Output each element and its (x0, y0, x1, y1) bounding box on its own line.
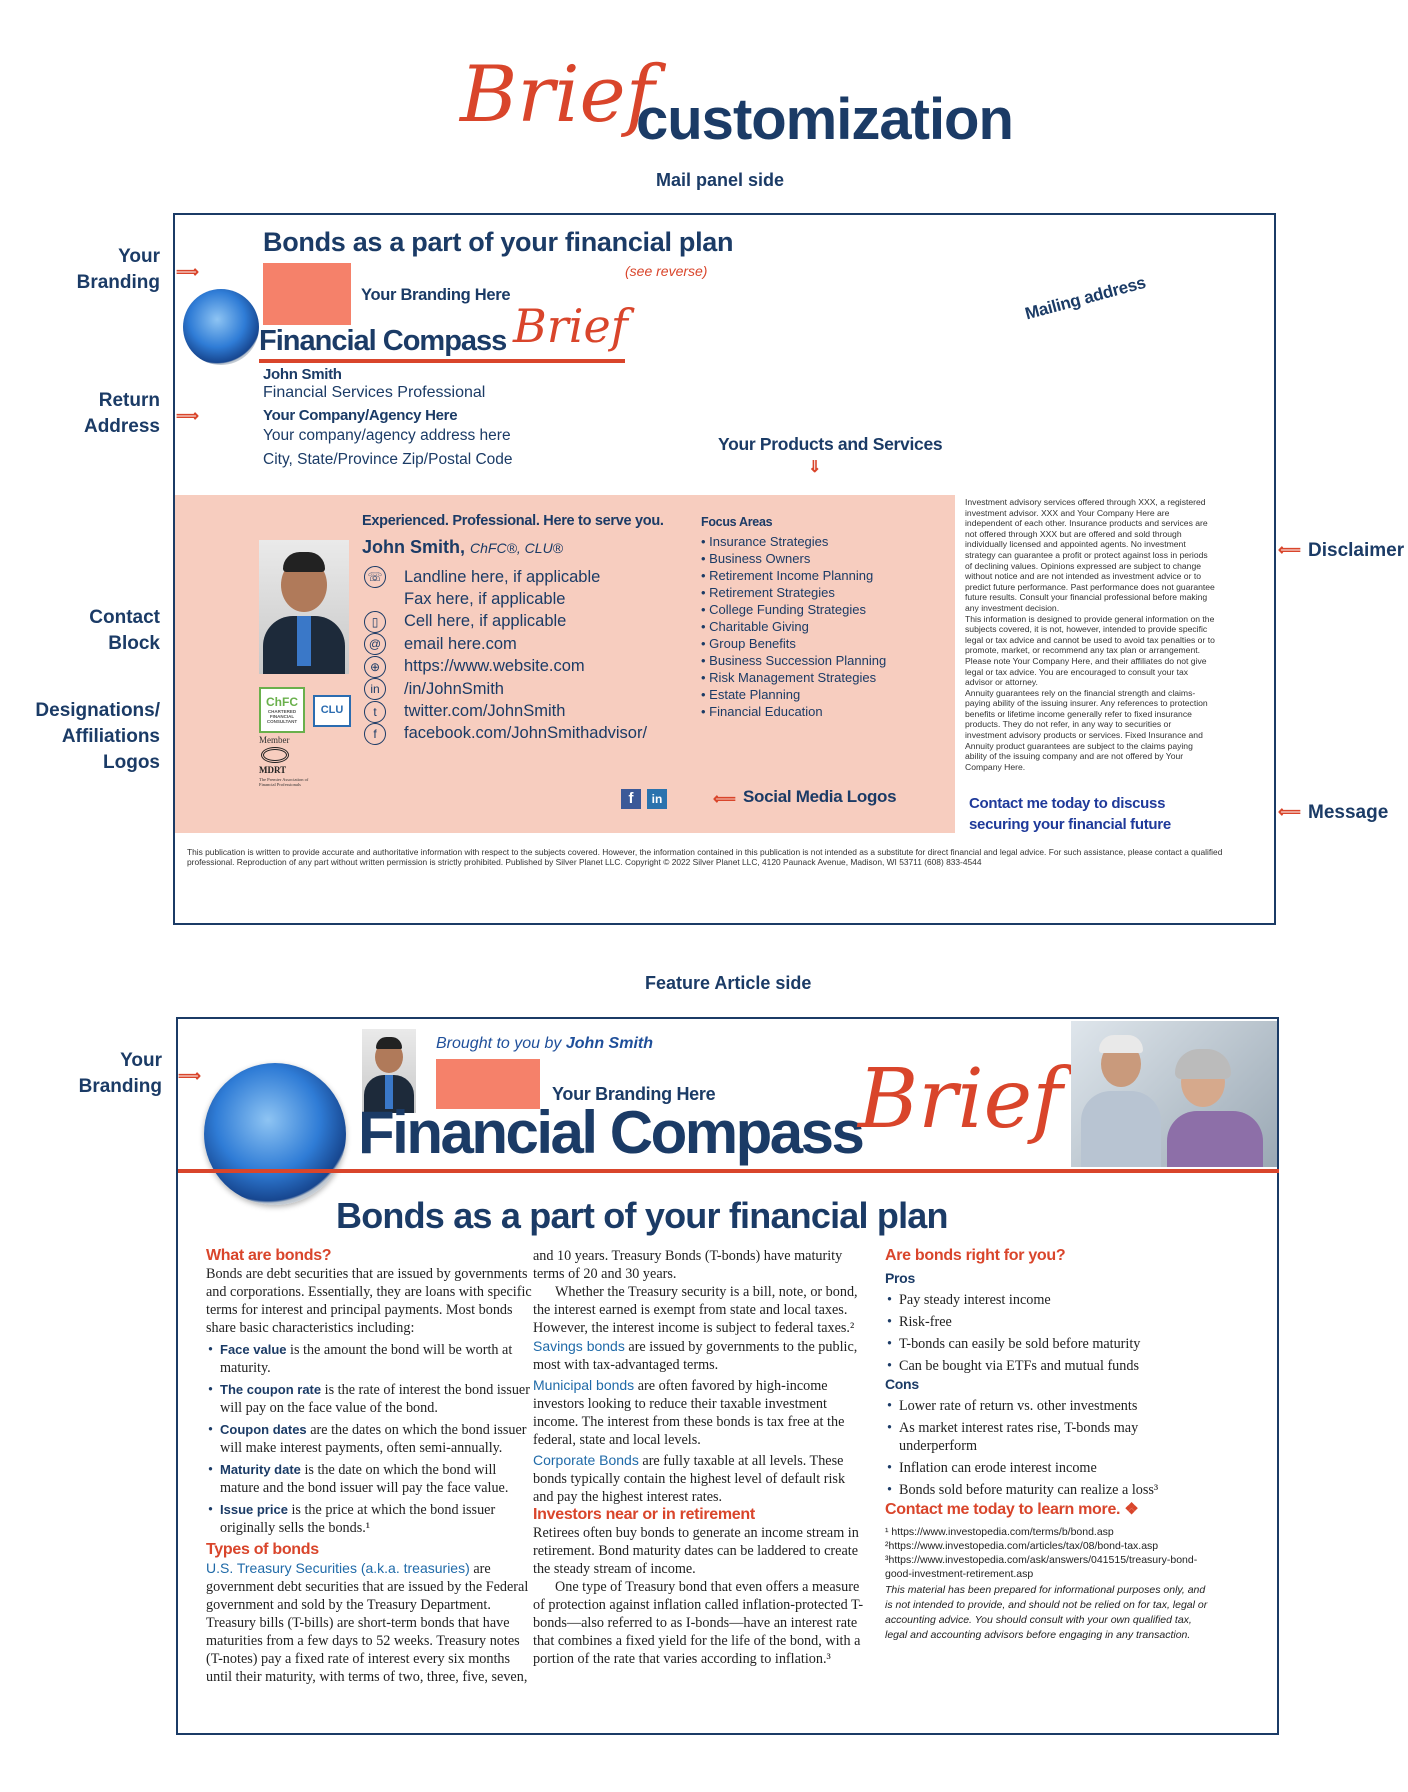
focus-item-text: Retirement Strategies (709, 585, 835, 600)
contact-item[interactable] (364, 588, 647, 610)
contact-area (175, 495, 955, 833)
contact-list (364, 566, 647, 745)
bullet-icon: • (701, 636, 710, 651)
characteristic-text: is the date on which the bond will mature and the bond issuer will pay the face value. (220, 1462, 509, 1496)
focus-item (701, 669, 886, 686)
focus-item-text: Retirement Income Planning (709, 568, 874, 583)
focus-item (701, 550, 886, 567)
characteristic-text: are the dates on which the bond issuer will make interest payments, often semi-annually. (220, 1422, 527, 1456)
label-designations: Designations/ Affiliations Logos (35, 700, 160, 773)
characteristic-text: is the rate of interest the bond issuer will pay on the face value of the bond. (220, 1382, 530, 1416)
compass-icon (204, 1063, 346, 1205)
label-return-address: Return Address (83, 390, 160, 437)
cons-list (885, 1397, 1215, 1499)
arrow-left-icon: ⟸ (1278, 542, 1301, 559)
col1-bullets (206, 1341, 536, 1537)
chfc-logo-text: ChFC (266, 695, 298, 709)
pros-item: • Pay steady interest income (885, 1291, 1215, 1309)
feature-panel-label: Feature Article side (645, 973, 812, 993)
return-address2: City, State/Province Zip/Postal Code (263, 451, 513, 468)
see-reverse: (see reverse) (625, 263, 708, 279)
focus-item (701, 618, 886, 635)
characteristic-term: Face value (220, 1342, 287, 1357)
contact-item[interactable] (364, 656, 647, 678)
label-your-branding-2: Your Branding (78, 1050, 162, 1097)
cons-item: • Bonds sold before maturity can realize a loss³ (885, 1481, 1215, 1499)
mail-headline: Bonds as a part of your financial plan (263, 227, 734, 257)
focus-item-text: Business Succession Planning (709, 653, 887, 668)
arrow-right-icon: ⟹ (176, 408, 199, 425)
col2-savings (533, 1337, 869, 1374)
focus-item (701, 567, 886, 584)
linkedin-icon: in (364, 678, 386, 700)
characteristic-text: is the amount the bond will be worth at maturity. (220, 1342, 513, 1376)
arrow-right-icon: ⟹ (178, 1068, 201, 1085)
arrow-right-icon: ⟹ (176, 264, 199, 281)
mail-panel (173, 213, 1276, 925)
article-column-1 (206, 1247, 536, 1686)
focus-item-text: Insurance Strategies (709, 534, 829, 549)
branding-text: Your Branding Here (552, 1084, 716, 1104)
col2-p2: Whether the Treasury security is a bill, note, or bond, the interest earned is exempt from state and local taxes. However, the interest income is subject to federal taxes.² (533, 1284, 858, 1336)
mdrt-member: Member (259, 735, 290, 745)
focus-item-text: College Funding Strategies (709, 602, 866, 617)
linkedin-icon[interactable]: in (647, 789, 667, 809)
bullet-icon: • (701, 551, 710, 566)
pros-item: • Can be bought via ETFs and mutual funds (885, 1357, 1215, 1375)
bullet-icon: • (701, 585, 710, 600)
bond-characteristic (206, 1501, 536, 1537)
facebook-icon: f (364, 723, 386, 745)
focus-item-text: Estate Planning (709, 687, 801, 702)
col3-heading: Are bonds right for you? (885, 1247, 1066, 1264)
pros-item: • T-bonds can easily be sold before maturity (885, 1335, 1215, 1353)
masthead: Financial Compass (259, 325, 507, 357)
cons-heading: Cons (885, 1376, 919, 1392)
focus-item (701, 601, 886, 618)
contact-item[interactable] (364, 566, 647, 588)
advisor-photo (259, 540, 349, 674)
branding-placeholder (263, 263, 351, 325)
mdrt-emblem-icon (261, 747, 289, 763)
disclaimer-text: Investment advisory services offered through XXX, a registered investment advisor. XXX and Your Company Here are independent of each other. Insurance products and services are not offered through XXX but are offered and sold through individually licensed and appointed agents. No investment strategy can guarantee a profit or protect against loss in periods of declining values. Opinions expressed are subject to change without notice and are not intended as investment advice or to predict future performance. Past performance does not guarantee future results. Consult your financial professional before making any investment decision. This information is designed to provide general information on the subjects covered, it is not, however, intended to provide specific legal or tax advice and cannot be used to avoid tax penalties or to promote, market, or recommend any tax plan or arrangement. Please note Your Company Here, and their affiliates do not give legal or tax advice. You are encouraged to consult your tax advisor or attorney. Annuity guarantees rely on the financial strength and claims-paying ability of the issuing insurer. Any references to protection benefits or lifetime income generally refer to fixed insurance products. They do not refer, in any way to securities or investment advisory products or services. Fixed Insurance and Annuity product guarantees are subject to the claims paying ability of the issuing company and are not offered by Your Company Here. (965, 497, 1215, 772)
footnote-2: ²https://www.investopedia.com/articles/tax/08/bond-tax.asp (885, 1540, 1159, 1552)
return-company: Your Company/Agency Here (263, 407, 458, 424)
col2-corporate (533, 1451, 869, 1506)
contact-item[interactable] (364, 723, 647, 745)
mdrt-logo: MDRT (259, 765, 287, 775)
mail-panel-label: Mail panel side (656, 170, 785, 190)
feature-headline: Bonds as a part of your financial plan (336, 1195, 948, 1236)
contact-designations: ChFC®, CLU® (470, 540, 563, 556)
col2-p1: and 10 years. Treasury Bonds (T-bonds) have maturity terms of 20 and 30 years. (533, 1248, 843, 1282)
couple-photo (1071, 1021, 1277, 1167)
bond-characteristic (206, 1461, 536, 1497)
brought-name: John Smith (565, 1035, 653, 1052)
contact-item-text: Fax here, if applicable (404, 590, 566, 609)
characteristic-term: The coupon rate (220, 1382, 322, 1397)
article-column-2 (533, 1247, 869, 1668)
contact-item[interactable] (364, 700, 647, 722)
col2-municipal (533, 1376, 869, 1449)
label-contact-block: Contact Block (89, 607, 160, 654)
bullet-icon: • (701, 534, 710, 549)
municipal-term: Municipal bonds (533, 1377, 635, 1393)
contact-item-text: https://www.website.com (404, 657, 585, 676)
focus-item-text: Risk Management Strategies (709, 670, 877, 685)
cta: Contact me today to learn more. ❖ (885, 1501, 1139, 1518)
savings-term: Savings bonds (533, 1338, 625, 1354)
focus-item (701, 652, 886, 669)
clu-logo: CLU (313, 695, 351, 727)
globe-icon: ⊕ (364, 656, 386, 678)
masthead-script: Brief (858, 1052, 1063, 1147)
pros-heading: Pros (885, 1270, 915, 1286)
brought-text: Brought to you by (436, 1035, 562, 1052)
municipal-text: are often favored by high-income investors looking to reduce their taxable investment income. The interest from these bonds is tax free at the federal, state and local levels. (533, 1378, 845, 1448)
compass-icon (183, 289, 259, 365)
col2-p6: Retirees often buy bonds to generate an income stream in retirement. Bond maturity dates can be laddered to create the steady stream of income. (533, 1525, 859, 1577)
cons-item: • Lower rate of return vs. other investments (885, 1397, 1215, 1415)
arrow-down-icon: ⇓ (808, 459, 822, 476)
return-title: Financial Services Professional (263, 384, 486, 401)
contact-item-text: facebook.com/JohnSmithadvisor/ (404, 724, 648, 743)
brief-script-logo: Brief (460, 50, 655, 140)
return-name: John Smith (263, 366, 342, 383)
contact-item-text: Cell here, if applicable (404, 612, 567, 631)
characteristic-term: Coupon dates (220, 1422, 307, 1437)
pros-item: • Risk-free (885, 1313, 1215, 1331)
chfc-logo-sub: CHARTERED FINANCIAL CONSULTANT (266, 709, 298, 724)
masthead-script: Brief (513, 299, 628, 353)
contact-item[interactable] (364, 633, 647, 655)
bullet-icon: • (701, 687, 710, 702)
focus-item-text: Business Owners (709, 551, 811, 566)
bullet-icon: • (701, 619, 710, 634)
masthead: Financial Compass (358, 1099, 863, 1166)
focus-title: Focus Areas (701, 515, 773, 529)
article-column-3 (885, 1247, 1215, 1643)
contact-item-text: twitter.com/JohnSmith (404, 702, 566, 721)
twitter-icon: t (364, 701, 386, 723)
email-icon: @ (364, 633, 386, 655)
page-title: customization (636, 87, 1013, 152)
col2-heading: Investors near or in retirement (533, 1506, 755, 1523)
col2-p7: One type of Treasury bond that even offers a measure of protection against inflation called inflation-protected T-bonds—also referred to as I-bonds—have an interest rate that combines a fixed yield for the life of the bond, with a portion of the rate that varies according to inflation.³ (533, 1579, 864, 1667)
bullet-icon: • (701, 602, 710, 617)
contact-item[interactable] (364, 678, 647, 700)
treasuries-text: are government debt securities that are issued by the Federal government and sold by the Treasury Department. Treasury bills (T-bills) are short-term bonds that have maturities from a few days to 52 weeks. Treasury notes (T-notes) pay a fixed rate of interest every six months until their maturity, with terms of two, three, five, seven, (206, 1561, 529, 1685)
col1-heading-2: Types of bonds (206, 1541, 319, 1558)
col1-heading: What are bonds? (206, 1247, 332, 1264)
bullet-icon: • (701, 653, 710, 668)
footnote-1: ¹ https://www.investopedia.com/terms/b/bond.asp (885, 1526, 1114, 1538)
cell-icon: ▯ (364, 611, 386, 633)
bond-characteristic (206, 1421, 536, 1457)
bullet-icon: • (701, 670, 710, 685)
corporate-text: are fully taxable at all levels. These bonds typically contain the highest level of default risk and pay the highest interest rates. (533, 1453, 846, 1505)
masthead-rule (259, 359, 625, 363)
focus-item-text: Financial Education (709, 704, 823, 719)
facebook-icon[interactable]: f (621, 789, 641, 809)
contact-item[interactable] (364, 611, 647, 633)
focus-item (701, 703, 886, 720)
characteristic-text: is the price at which the bond issuer originally sells the bonds.¹ (220, 1502, 496, 1536)
cons-item: • Inflation can erode interest income (885, 1459, 1215, 1477)
label-message: Message (1308, 802, 1389, 823)
return-address1: Your company/agency address here (263, 427, 511, 444)
bond-characteristic (206, 1381, 536, 1417)
masthead-rule (178, 1169, 1279, 1173)
label-your-branding: Your Branding (76, 246, 160, 293)
social-label: Social Media Logos (743, 787, 897, 806)
col1-treasuries (206, 1559, 536, 1686)
focus-list (701, 533, 886, 720)
cons-item: • As market interest rates rise, T-bonds may underperform (885, 1419, 1215, 1455)
mailing-address-label: Mailing address (1023, 272, 1148, 324)
contact-item-text: email here.com (404, 634, 517, 653)
characteristic-term: Issue price (220, 1502, 288, 1517)
savings-text: are issued by governments to the public, most with tax-advantaged terms. (533, 1339, 858, 1373)
message-text: Contact me today to discuss securing your financial future (969, 795, 1171, 833)
footnote-3: ³https://www.investopedia.com/ask/answers/041515/treasury-bond-good-investment-retirement.asp (885, 1554, 1198, 1580)
arrow-left-icon: ⟸ (1278, 804, 1301, 821)
treasuries-term: U.S. Treasury Securities (a.k.a. treasuries) (206, 1560, 470, 1576)
products-label: Your Products and Services (718, 434, 943, 454)
focus-item (701, 533, 886, 550)
col1-intro: Bonds are debt securities that are issued by governments and corporations. Essentially, they are loans with specific terms for interest and principal payments. Most bonds share basic characteristics including: (206, 1266, 532, 1336)
bond-characteristic (206, 1341, 536, 1377)
characteristic-term: Maturity date (220, 1462, 301, 1477)
publication-footer: This publication is written to provide accurate and authoritative information with respect to the subjects covered. However, the information contained in this publication is not intended as a substitute for direct financial and legal advice. For such assistance, please contact a qualified professional. Reproduction of any part without written permission is strictly prohibited. Published by Silver Planet LLC. Copyright © 2022 Silver Planet LLC, 4120 Paunack Avenue, Madison, WI 53711 (608) 833-4544 (187, 847, 1223, 867)
bullet-icon: • (701, 704, 710, 719)
focus-item-text: Charitable Giving (709, 619, 809, 634)
chfc-logo (259, 687, 305, 733)
legal-note: This material has been prepared for informational purposes only, and is not intended to provide, and should not be relied on for tax, legal or accounting advice. You should consult with your own qualified tax, legal and accounting advisors before engaging in any transaction. (885, 1584, 1208, 1641)
focus-item-text: Group Benefits (709, 636, 796, 651)
contact-item-text: /in/JohnSmith (404, 679, 504, 698)
mdrt-sub: The Premier Association of Financial Professionals (259, 777, 309, 787)
focus-item (701, 584, 886, 601)
focus-item (701, 635, 886, 652)
label-disclaimer: Disclaimer (1308, 540, 1405, 561)
focus-item (701, 686, 886, 703)
bullet-icon: • (701, 568, 710, 583)
contact-tagline: Experienced. Professional. Here to serve you. (362, 513, 664, 529)
arrow-left-icon: ⟸ (713, 791, 736, 808)
contact-name: John Smith, (362, 537, 465, 557)
contact-name-line (362, 537, 563, 558)
phone-icon: ☏ (364, 566, 386, 588)
contact-item-text: Landline here, if applicable (404, 567, 601, 586)
brought-to-you (436, 1035, 653, 1053)
branding-text: Your Branding Here (361, 286, 511, 304)
feature-panel (176, 1017, 1279, 1735)
pros-list (885, 1291, 1215, 1375)
corporate-term: Corporate Bonds (533, 1452, 639, 1468)
